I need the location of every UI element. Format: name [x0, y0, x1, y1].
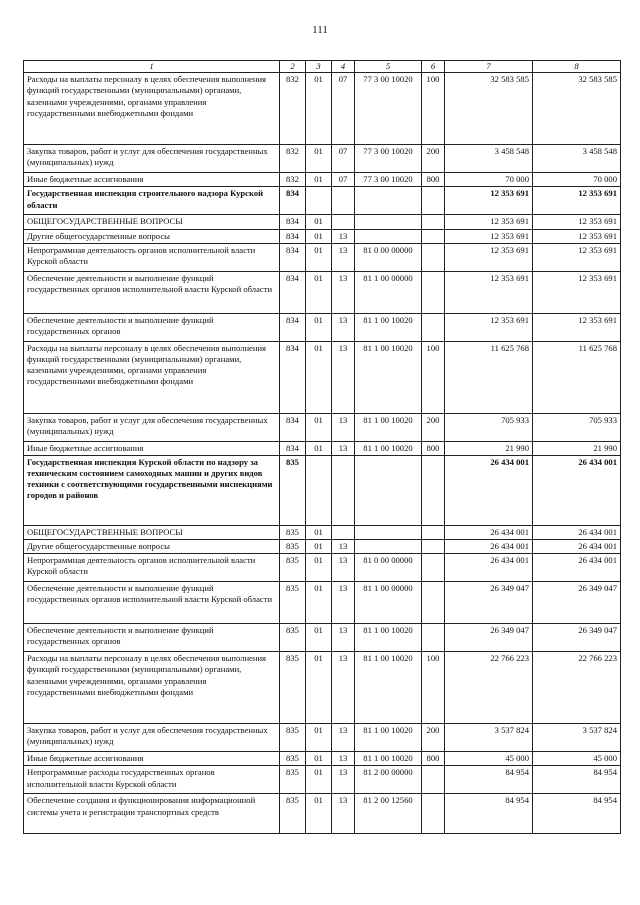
- row-code-cell: 835: [280, 724, 306, 752]
- row-target-cell: [355, 525, 422, 539]
- row-subsection-cell: 13: [332, 582, 355, 624]
- row-subsection-cell: 13: [332, 341, 355, 413]
- table-row: [24, 794, 621, 834]
- row-section-cell: 01: [306, 341, 332, 413]
- row-type-cell: [422, 313, 445, 341]
- row-type-cell: [422, 215, 445, 229]
- row-amount-2-cell: 84 954: [533, 766, 621, 794]
- row-amount-1-cell: 12 353 691: [445, 187, 533, 215]
- row-section-cell: 01: [306, 525, 332, 539]
- row-section-cell: 01: [306, 766, 332, 794]
- row-amount-2-cell: 26 434 001: [533, 540, 621, 554]
- row-code-cell: 835: [280, 624, 306, 652]
- row-target-cell: 81 1 00 10020: [355, 624, 422, 652]
- row-code-cell: 835: [280, 540, 306, 554]
- table-row: [24, 413, 621, 441]
- row-name-cell: Непрограммная деятельность органов исполнительной власти Курской области: [24, 243, 280, 271]
- row-amount-1-cell: 3 537 824: [445, 724, 533, 752]
- row-code-cell: 835: [280, 554, 306, 582]
- row-code-cell: 835: [280, 766, 306, 794]
- row-amount-1-cell: 84 954: [445, 766, 533, 794]
- row-amount-1-cell: 26 434 001: [445, 525, 533, 539]
- row-target-cell: 81 2 00 12560: [355, 794, 422, 834]
- row-amount-2-cell: 705 933: [533, 413, 621, 441]
- row-amount-1-cell: 12 353 691: [445, 271, 533, 313]
- row-subsection-cell: 13: [332, 724, 355, 752]
- table-row: [24, 441, 621, 455]
- row-amount-1-cell: 45 000: [445, 752, 533, 766]
- row-amount-2-cell: 32 583 585: [533, 73, 621, 145]
- column-header: 3: [306, 61, 332, 73]
- row-name-cell: Обеспечение деятельности и выполнение функций государственных органов: [24, 313, 280, 341]
- table-row: [24, 724, 621, 752]
- row-name-cell: Расходы на выплаты персоналу в целях обеспечения выполнения функций государственными (муниципальными) органами, казенными учреждениями, органами управления государственными внебюджетными фондами: [24, 73, 280, 145]
- row-amount-2-cell: 12 353 691: [533, 313, 621, 341]
- table-row: [24, 341, 621, 413]
- row-amount-1-cell: 22 766 223: [445, 652, 533, 724]
- row-section-cell: 01: [306, 215, 332, 229]
- row-subsection-cell: 13: [332, 624, 355, 652]
- row-target-cell: 81 1 00 10020: [355, 441, 422, 455]
- row-section-cell: 01: [306, 271, 332, 313]
- row-section-cell: [306, 187, 332, 215]
- row-amount-1-cell: 32 583 585: [445, 73, 533, 145]
- row-amount-1-cell: 12 353 691: [445, 243, 533, 271]
- row-name-cell: Обеспечение деятельности и выполнение функций государственных органов исполнительной власти Курской области: [24, 271, 280, 313]
- row-target-cell: 77 3 00 10020: [355, 173, 422, 187]
- row-type-cell: [422, 455, 445, 525]
- table-row: [24, 229, 621, 243]
- row-subsection-cell: 13: [332, 752, 355, 766]
- row-amount-2-cell: 84 954: [533, 794, 621, 834]
- row-code-cell: 835: [280, 455, 306, 525]
- row-amount-1-cell: 26 434 001: [445, 540, 533, 554]
- row-target-cell: 81 1 00 00000: [355, 582, 422, 624]
- table-row: [24, 145, 621, 173]
- budget-table: [23, 60, 621, 834]
- row-amount-1-cell: 84 954: [445, 794, 533, 834]
- row-amount-1-cell: 705 933: [445, 413, 533, 441]
- row-type-cell: [422, 271, 445, 313]
- row-code-cell: 834: [280, 243, 306, 271]
- row-type-cell: 200: [422, 413, 445, 441]
- row-section-cell: 01: [306, 724, 332, 752]
- row-subsection-cell: 13: [332, 271, 355, 313]
- row-target-cell: 77 3 00 10020: [355, 73, 422, 145]
- row-code-cell: 834: [280, 441, 306, 455]
- row-target-cell: 81 1 00 10020: [355, 341, 422, 413]
- row-section-cell: 01: [306, 540, 332, 554]
- row-target-cell: 81 1 00 10020: [355, 724, 422, 752]
- row-code-cell: 834: [280, 271, 306, 313]
- row-code-cell: 832: [280, 145, 306, 173]
- row-name-cell: Иные бюджетные ассигнования: [24, 441, 280, 455]
- row-section-cell: 01: [306, 145, 332, 173]
- row-name-cell: Расходы на выплаты персоналу в целях обеспечения выполнения функций государственными (муниципальными) органами, казенными учреждениями, органами управления государственными внебюджетными фондами: [24, 341, 280, 413]
- row-type-cell: [422, 766, 445, 794]
- row-target-cell: 81 1 00 10020: [355, 752, 422, 766]
- row-type-cell: [422, 540, 445, 554]
- row-target-cell: 81 0 00 00000: [355, 243, 422, 271]
- row-target-cell: 81 1 00 10020: [355, 413, 422, 441]
- row-code-cell: 834: [280, 413, 306, 441]
- table-body: [24, 73, 621, 834]
- row-target-cell: [355, 540, 422, 554]
- row-amount-2-cell: 12 353 691: [533, 229, 621, 243]
- row-type-cell: [422, 624, 445, 652]
- row-code-cell: 835: [280, 582, 306, 624]
- column-header: 2: [280, 61, 306, 73]
- row-target-cell: 81 1 00 10020: [355, 652, 422, 724]
- row-amount-1-cell: 70 000: [445, 173, 533, 187]
- row-amount-1-cell: 12 353 691: [445, 313, 533, 341]
- row-code-cell: 834: [280, 215, 306, 229]
- row-name-cell: Другие общегосударственные вопросы: [24, 540, 280, 554]
- row-code-cell: 835: [280, 652, 306, 724]
- row-name-cell: Иные бюджетные ассигнования: [24, 173, 280, 187]
- row-section-cell: 01: [306, 229, 332, 243]
- row-section-cell: 01: [306, 554, 332, 582]
- row-name-cell: Непрограммные расходы государственных органов исполнительной власти Курской области: [24, 766, 280, 794]
- row-code-cell: 834: [280, 341, 306, 413]
- row-amount-2-cell: 12 353 691: [533, 215, 621, 229]
- row-amount-2-cell: 26 434 001: [533, 525, 621, 539]
- header-row: [24, 61, 621, 73]
- row-type-cell: [422, 554, 445, 582]
- row-subsection-cell: 13: [332, 554, 355, 582]
- row-type-cell: 800: [422, 752, 445, 766]
- row-name-cell: Другие общегосударственные вопросы: [24, 229, 280, 243]
- row-amount-2-cell: 21 990: [533, 441, 621, 455]
- row-subsection-cell: 13: [332, 540, 355, 554]
- row-code-cell: 834: [280, 229, 306, 243]
- row-name-cell: Непрограммная деятельность органов исполнительной власти Курской области: [24, 554, 280, 582]
- row-name-cell: Закупка товаров, работ и услуг для обеспечения государственных (муниципальных) нужд: [24, 145, 280, 173]
- row-section-cell: 01: [306, 413, 332, 441]
- row-section-cell: [306, 455, 332, 525]
- table-row: [24, 313, 621, 341]
- row-target-cell: [355, 187, 422, 215]
- row-amount-1-cell: 12 353 691: [445, 229, 533, 243]
- table-row: [24, 187, 621, 215]
- row-type-cell: [422, 243, 445, 271]
- row-amount-2-cell: 26 434 001: [533, 554, 621, 582]
- row-target-cell: [355, 215, 422, 229]
- table-row: [24, 271, 621, 313]
- table-row: [24, 624, 621, 652]
- row-type-cell: [422, 525, 445, 539]
- row-type-cell: [422, 187, 445, 215]
- row-type-cell: 100: [422, 341, 445, 413]
- row-amount-2-cell: 70 000: [533, 173, 621, 187]
- row-subsection-cell: [332, 525, 355, 539]
- row-name-cell: Закупка товаров, работ и услуг для обеспечения государственных (муниципальных) нужд: [24, 724, 280, 752]
- row-amount-2-cell: 3 458 548: [533, 145, 621, 173]
- row-section-cell: 01: [306, 313, 332, 341]
- row-subsection-cell: 13: [332, 441, 355, 455]
- row-amount-1-cell: 21 990: [445, 441, 533, 455]
- table-row: [24, 73, 621, 145]
- row-name-cell: Государственная инспекция строительного надзора Курской области: [24, 187, 280, 215]
- row-amount-2-cell: 26 434 001: [533, 455, 621, 525]
- row-section-cell: 01: [306, 73, 332, 145]
- table-row: [24, 243, 621, 271]
- row-code-cell: 832: [280, 173, 306, 187]
- row-name-cell: ОБЩЕГОСУДАРСТВЕННЫЕ ВОПРОСЫ: [24, 525, 280, 539]
- row-amount-1-cell: 26 434 001: [445, 455, 533, 525]
- table-row: [24, 582, 621, 624]
- column-header: 6: [422, 61, 445, 73]
- column-header: 8: [533, 61, 621, 73]
- row-target-cell: 77 3 00 10020: [355, 145, 422, 173]
- row-name-cell: Расходы на выплаты персоналу в целях обеспечения выполнения функций государственными (муниципальными) органами, казенными учреждениями, органами управления государственными внебюджетными фондами: [24, 652, 280, 724]
- row-type-cell: [422, 229, 445, 243]
- row-subsection-cell: 13: [332, 229, 355, 243]
- table-row: [24, 766, 621, 794]
- row-amount-1-cell: 26 349 047: [445, 624, 533, 652]
- row-subsection-cell: [332, 187, 355, 215]
- column-header: 5: [355, 61, 422, 73]
- row-code-cell: 834: [280, 313, 306, 341]
- row-target-cell: 81 1 00 00000: [355, 271, 422, 313]
- row-subsection-cell: [332, 455, 355, 525]
- table-row: [24, 752, 621, 766]
- row-type-cell: [422, 794, 445, 834]
- row-target-cell: 81 1 00 10020: [355, 313, 422, 341]
- row-code-cell: 834: [280, 187, 306, 215]
- row-type-cell: 200: [422, 145, 445, 173]
- row-section-cell: 01: [306, 173, 332, 187]
- table-row: [24, 525, 621, 539]
- row-name-cell: ОБЩЕГОСУДАРСТВЕННЫЕ ВОПРОСЫ: [24, 215, 280, 229]
- row-name-cell: Закупка товаров, работ и услуг для обеспечения государственных (муниципальных) нужд: [24, 413, 280, 441]
- table-row: [24, 652, 621, 724]
- row-amount-1-cell: 12 353 691: [445, 215, 533, 229]
- row-section-cell: 01: [306, 582, 332, 624]
- row-type-cell: 100: [422, 73, 445, 145]
- row-code-cell: 835: [280, 752, 306, 766]
- row-amount-2-cell: 12 353 691: [533, 243, 621, 271]
- column-header: 1: [24, 61, 280, 73]
- row-subsection-cell: [332, 215, 355, 229]
- row-amount-1-cell: 26 349 047: [445, 582, 533, 624]
- row-type-cell: 100: [422, 652, 445, 724]
- row-amount-2-cell: 45 000: [533, 752, 621, 766]
- table-row: [24, 173, 621, 187]
- row-name-cell: Обеспечение деятельности и выполнение функций государственных органов: [24, 624, 280, 652]
- row-amount-1-cell: 11 625 768: [445, 341, 533, 413]
- row-subsection-cell: 13: [332, 766, 355, 794]
- row-section-cell: 01: [306, 752, 332, 766]
- table-row: [24, 215, 621, 229]
- row-section-cell: 01: [306, 652, 332, 724]
- row-name-cell: Государственная инспекция Курской области по надзору за техническим состоянием самоходных машин и других видов техники с соответствующими государственными инспекциями городов и районов: [24, 455, 280, 525]
- row-type-cell: 800: [422, 441, 445, 455]
- row-amount-2-cell: 26 349 047: [533, 582, 621, 624]
- row-amount-2-cell: 12 353 691: [533, 271, 621, 313]
- row-subsection-cell: 13: [332, 652, 355, 724]
- row-amount-2-cell: 12 353 691: [533, 187, 621, 215]
- table-row: [24, 455, 621, 525]
- row-subsection-cell: 07: [332, 73, 355, 145]
- row-target-cell: [355, 455, 422, 525]
- row-code-cell: 835: [280, 525, 306, 539]
- row-code-cell: 835: [280, 794, 306, 834]
- row-section-cell: 01: [306, 243, 332, 271]
- row-code-cell: 832: [280, 73, 306, 145]
- row-name-cell: Иные бюджетные ассигнования: [24, 752, 280, 766]
- row-amount-1-cell: 3 458 548: [445, 145, 533, 173]
- row-amount-2-cell: 26 349 047: [533, 624, 621, 652]
- column-header: 4: [332, 61, 355, 73]
- row-subsection-cell: 07: [332, 145, 355, 173]
- row-type-cell: 200: [422, 724, 445, 752]
- row-type-cell: [422, 582, 445, 624]
- table-row: [24, 554, 621, 582]
- row-name-cell: Обеспечение деятельности и выполнение функций государственных органов исполнительной власти Курской области: [24, 582, 280, 624]
- row-subsection-cell: 13: [332, 794, 355, 834]
- row-section-cell: 01: [306, 624, 332, 652]
- row-name-cell: Обеспечение создания и функционирования информационной системы учета и регистрации транспортных средств: [24, 794, 280, 834]
- row-amount-2-cell: 3 537 824: [533, 724, 621, 752]
- row-type-cell: 800: [422, 173, 445, 187]
- table-row: [24, 540, 621, 554]
- row-section-cell: 01: [306, 794, 332, 834]
- page-number: 111: [312, 24, 328, 36]
- row-target-cell: [355, 229, 422, 243]
- row-target-cell: 81 0 00 00000: [355, 554, 422, 582]
- column-header: 7: [445, 61, 533, 73]
- row-amount-2-cell: 22 766 223: [533, 652, 621, 724]
- row-section-cell: 01: [306, 441, 332, 455]
- row-subsection-cell: 13: [332, 243, 355, 271]
- row-subsection-cell: 13: [332, 413, 355, 441]
- row-amount-1-cell: 26 434 001: [445, 554, 533, 582]
- row-target-cell: 81 2 00 00000: [355, 766, 422, 794]
- row-amount-2-cell: 11 625 768: [533, 341, 621, 413]
- row-subsection-cell: 07: [332, 173, 355, 187]
- row-subsection-cell: 13: [332, 313, 355, 341]
